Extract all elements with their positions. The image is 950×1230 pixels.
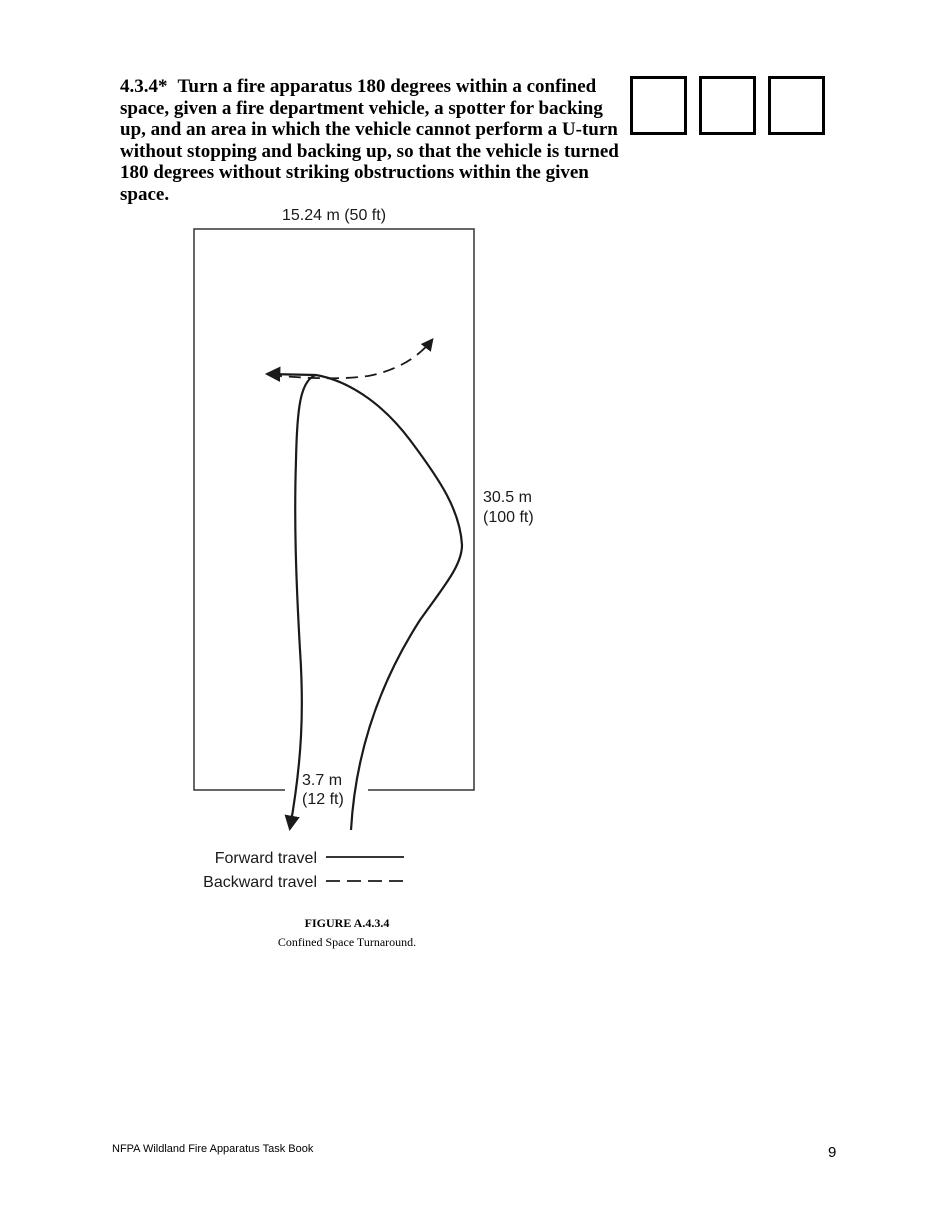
task-number: 4.3.4* xyxy=(120,76,168,97)
backward-travel-path xyxy=(270,340,432,378)
legend-forward-label: Forward travel xyxy=(214,850,317,867)
length-dimension-label-line2: (100 ft) xyxy=(483,509,534,526)
footer-page-number: 9 xyxy=(828,1144,837,1161)
width-dimension-label: 15.24 m (50 ft) xyxy=(281,207,387,224)
forward-travel-path-entry xyxy=(316,375,462,830)
figure-caption-text: Confined Space Turnaround. xyxy=(277,935,417,949)
legend-backward-label: Backward travel xyxy=(203,874,317,891)
forward-travel-path-exit xyxy=(290,375,316,828)
confined-area-boundary xyxy=(194,229,474,790)
footer-document-title: NFPA Wildland Fire Apparatus Task Book xyxy=(112,1143,314,1155)
length-dimension-label-line1: 30.5 m xyxy=(483,489,532,506)
figure-caption-title: FIGURE A.4.3.4 xyxy=(304,916,390,930)
opening-dimension-label-line1: 3.7 m xyxy=(302,772,343,789)
opening-dimension-label-line2: (12 ft) xyxy=(302,791,344,808)
task-description: Turn a fire apparatus 180 degrees within a confined space, given a fire department vehicle, a spotter for backing up, and an area in which the vehicle cannot perform a U-turn without stopping and backing up, so that the vehicle is turned 180 degrees without striking obstructions within the given space. xyxy=(120,76,619,205)
